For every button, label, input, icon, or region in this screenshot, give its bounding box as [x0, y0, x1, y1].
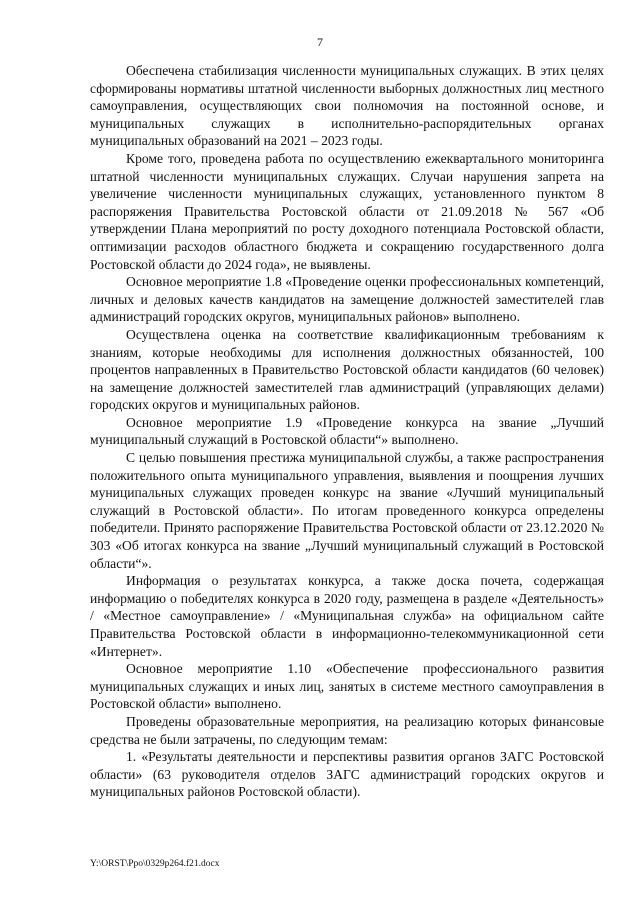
paragraph: Проведены образовательные мероприятия, на реализацию которых финансовые средства не были затрачены, по следующим темам: [90, 713, 604, 747]
paragraph: Информация о результатах конкурса, а также доска почета, содержащая информацию о победителях конкурса в 2020 году, размещена в разделе «Деятельность» / «Местное самоуправление» / «Муниципальная служба» на официальном сайте Правительства Ростовской области в информационно-телекоммуникационной сети «Интернет». [90, 573, 604, 659]
paragraph: Основное мероприятие 1.9 «Проведение конкурса на звание „Лучший муниципальный служащий в Ростовской области“» выполнено. [90, 414, 604, 448]
document-body [90, 62, 604, 801]
page-number: 7 [317, 35, 323, 49]
paragraph: Основное мероприятие 1.8 «Проведение оценки профессиональных компетенций, личных и деловых качеств кандидатов на замещение должностей заместителей глав администраций городских округов, муниципальных районов» выполнено. [90, 274, 604, 325]
list-item: 1. «Результаты деятельности и перспективы развития органов ЗАГС Ростовской области» (63 руководителя отделов ЗАГС администраций городских округов и муниципальных районов Ростовской области). [90, 749, 604, 800]
paragraph: Осуществлена оценка на соответствие квалификационным требованиям к знаниям, которые необходимы для исполнения должностных обязанностей, 100 процентов направленных в Правительство Ростовской области кандидатов (60 человек) на замещение должностей заместителей глав администраций (управляющих делами) городских округов и муниципальных районов. [90, 326, 604, 413]
file-path-footer: Y:\ORST\Ppo\0329p264.f21.docx [90, 859, 220, 869]
paragraph: Основное мероприятие 1.10 «Обеспечение профессионального развития муниципальных служащих и иных лиц, занятых в системе местного самоуправления в Ростовской области» выполнено. [90, 661, 604, 712]
paragraph: Кроме того, проведена работа по осуществлению ежеквартального мониторинга штатной численности муниципальных служащих. Случаи нарушения запрета на увеличение численности муниципальных служащих, установленного пунктом 8 распоряжения Правительства Ростовской области от 21.09.2018 № 567 «Об утверждении Плана мероприятий по росту доходного потенциала Ростовской области, оптимизации расходов областного бюджета и сокращению государственного долга Ростовской области до 2024 года», не выявлены. [90, 150, 604, 272]
paragraph: Обеспечена стабилизация численности муниципальных служащих. В этих целях сформированы нормативы штатной численности выборных должностных лиц местного самоуправления, осуществляющих свои полномочия на постоянной основе, и муниципальных служащих в исполнительно-распорядительных органах муниципальных образований на 2021 – 2023 годы. [90, 63, 604, 149]
paragraph: С целью повышения престижа муниципальной службы, а также распространения положительного опыта муниципального управления, выявления и поощрения лучших муниципальных служащих проведен конкурс на звание «Лучший муниципальный служащий в Ростовской области». По итогам проведенного конкурса определены победители. Принято распоряжение Правительства Ростовской области от 23.12.2020 № 303 «Об итогах конкурса на звание „Лучший муниципальный служащий в Ростовской области“». [90, 450, 604, 571]
